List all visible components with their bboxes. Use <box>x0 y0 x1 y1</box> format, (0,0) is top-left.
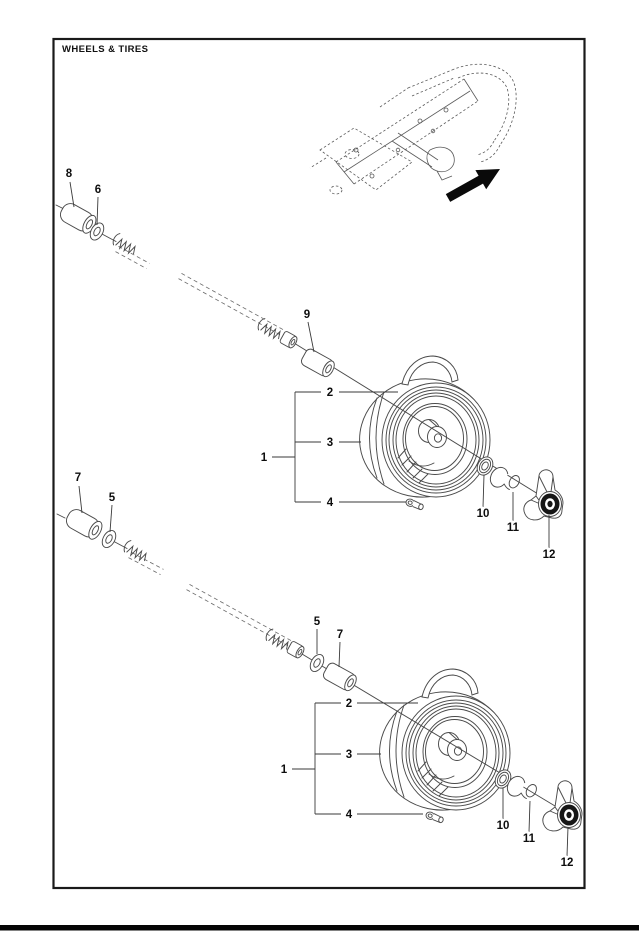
callout-11: 11 <box>506 522 520 534</box>
callout-5: 5 <box>108 492 116 504</box>
callout-7b: 7 <box>336 629 344 641</box>
callout-2: 2 <box>326 387 334 399</box>
page-title: WHEELS & TIRES <box>62 44 149 55</box>
callout-8: 8 <box>65 168 73 180</box>
callout-5b: 5 <box>313 616 321 628</box>
callout-7: 7 <box>74 472 82 484</box>
callout-1: 1 <box>280 764 288 776</box>
callout-12: 12 <box>560 857 574 869</box>
callout-6: 6 <box>94 184 102 196</box>
callout-4: 4 <box>345 809 353 821</box>
callout-12: 12 <box>542 549 556 561</box>
callout-3: 3 <box>345 749 353 761</box>
callout-4: 4 <box>326 497 334 509</box>
footer-rule <box>0 925 639 931</box>
callout-2: 2 <box>345 698 353 710</box>
callout-10: 10 <box>476 508 490 520</box>
callout-1: 1 <box>260 452 268 464</box>
callout-11: 11 <box>522 833 536 845</box>
callout-9: 9 <box>303 309 311 321</box>
callout-3: 3 <box>326 437 334 449</box>
callout-10: 10 <box>496 820 510 832</box>
